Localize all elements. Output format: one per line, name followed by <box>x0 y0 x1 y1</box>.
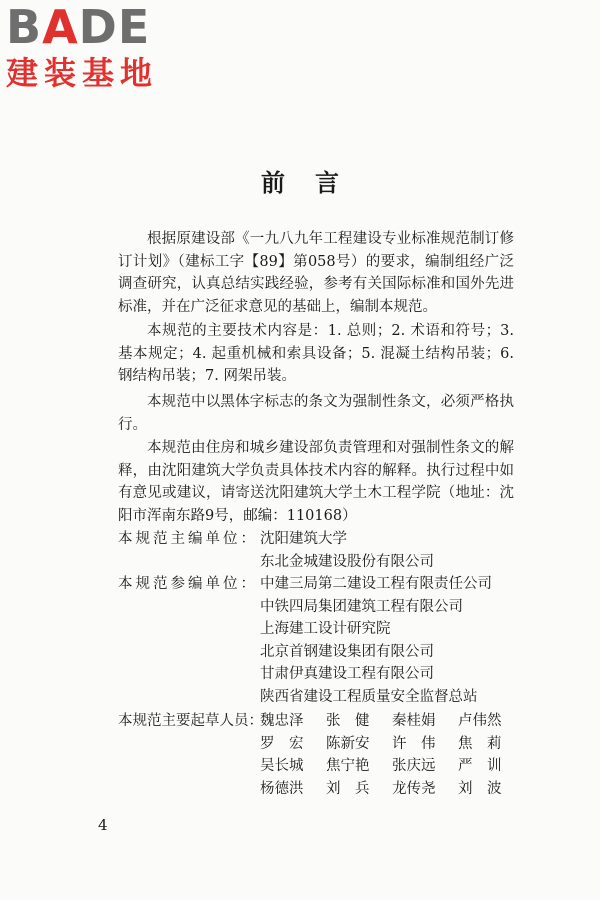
drafters-label: 本规范主要起草人员： <box>118 713 263 729</box>
org-name: 东北金城建设股份有限公司 <box>260 553 434 570</box>
participating-units <box>118 573 492 708</box>
drafter-name: 刘 兵 <box>326 780 370 797</box>
drafter-name: 张庆远 <box>392 758 436 774</box>
drafter-name: 张 健 <box>326 713 370 729</box>
page-title: 前言 <box>261 168 369 197</box>
org-name: 沈阳建筑大学 <box>260 531 347 547</box>
drafter-name: 焦宁艳 <box>326 758 370 774</box>
drafter-name: 魏忠泽 <box>260 713 304 729</box>
org-name: 上海建工设计研究院 <box>260 621 391 637</box>
drafter-name: 焦 莉 <box>458 735 502 752</box>
drafter-name: 罗 宏 <box>260 735 304 752</box>
logo-wordmark: BADE <box>6 0 151 54</box>
org-name: 北京首钢建设集团有限公司 <box>260 643 434 660</box>
drafter-name: 卢伟然 <box>458 713 502 729</box>
drafter-name: 秦桂娟 <box>392 713 436 729</box>
drafter-name: 许 伟 <box>392 735 436 752</box>
org-name: 陕西省建设工程质量安全监督总站 <box>260 688 478 705</box>
drafter-name-grid <box>260 710 524 800</box>
paragraph-compilation-basis: 根据原建设部《一九八九年工程建设专业标准规范制订修订计划》（建标工字【89】第058号）的要求，编制组经广泛调查研究，认真总结实践经验，参考有关国际标准和国外先进标准，并在广泛征求意见的基础上，编制本规范。 <box>118 231 514 315</box>
main-editor-units <box>118 528 434 573</box>
drafter-name: 陈新安 <box>326 735 370 752</box>
paragraph-main-contents: 本规范的主要技术内容是：1. 总则；2. 术语和符号；3. 基本规定；4. 起重机械和索具设备；5. 混凝土结构吊装；6. 钢结构吊装；7. 网架吊装。 <box>118 323 514 384</box>
logo-subtitle: 建装基地 <box>6 54 159 92</box>
org-name: 中建三局第二建设工程有限责任公司 <box>260 576 492 592</box>
drafter-name: 龙传尧 <box>392 780 436 797</box>
bade-logo <box>6 2 158 92</box>
paragraph-management: 本规范由住房和城乡建设部负责管理和对强制性条文的解释，由沈阳建筑大学负责具体技术内容的解释。执行过程中如有意见或建议，请寄送沈阳建筑大学土木工程学院（地址：沈阳市浑南东路9号，邮编：110168） <box>118 440 514 524</box>
participant-label: 本规范参编单位： <box>118 576 258 592</box>
drafter-name: 严 训 <box>458 758 502 774</box>
main-drafters <box>118 710 524 800</box>
drafter-name: 杨德洪 <box>260 780 304 797</box>
org-name: 甘肃伊真建设工程有限公司 <box>260 666 434 682</box>
drafter-name: 吴长城 <box>260 758 304 774</box>
main-editor-label: 本规范主编单位： <box>118 531 258 547</box>
drafter-name: 刘 波 <box>458 780 502 797</box>
page-number: 4 <box>98 816 108 834</box>
paragraph-mandatory-clauses: 本规范中以黑体字标志的条文为强制性条文，必须严格执行。 <box>118 394 514 433</box>
org-name: 中铁四局集团建筑工程有限公司 <box>260 598 463 615</box>
